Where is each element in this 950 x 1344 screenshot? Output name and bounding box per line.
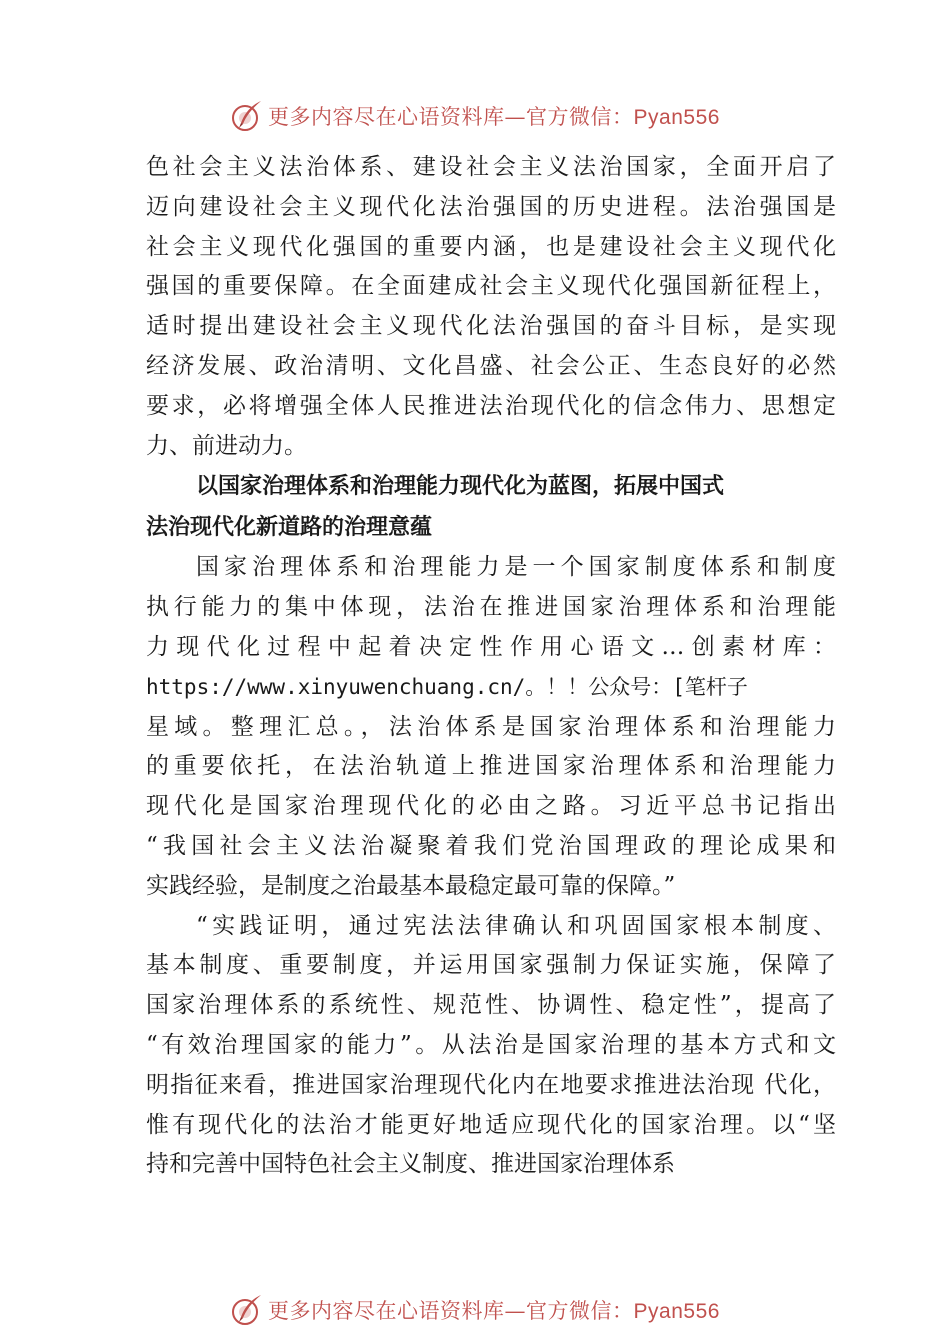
paragraph-line: 现代化是国家治理现代化的必由之路。习近平总书记指出 — [146, 793, 836, 820]
paragraph-line: 的重要依托，在法治轨道上推进国家治理体系和治理能力 — [146, 753, 836, 780]
header-banner — [0, 96, 950, 136]
paragraph-line: “实践证明，通过宪法法律确认和巩固国家根本制度、 — [196, 912, 836, 939]
paragraph-line: 实践经验，是制度之治最基本最稳定最可靠的保障。” — [146, 872, 676, 899]
paragraph-line: 国家治理体系的系统性、规范性、协调性、稳定性”，提高了 — [146, 992, 836, 1019]
paragraph-line: 力、前进动力。 — [146, 432, 307, 459]
paragraph-line: https://www.xinyuwenchuang.cn/。！！公众号：[笔杆子 — [146, 674, 748, 699]
paragraph-line: 持和完善中国特色社会主义制度、推进国家治理体系 — [146, 1151, 675, 1178]
footer-banner — [0, 1290, 950, 1330]
paragraph-line: 惟有现代化的法治才能更好地适应现代化的国家治理。以“坚 — [146, 1111, 836, 1138]
wechat-id: Pyan556 — [633, 106, 720, 129]
paragraph-line: 明指征来看，推进国家治理现代化内在地要求推进法治现 代化， — [146, 1071, 836, 1098]
paragraph-line: 适时提出建设社会主义现代化法治强国的奋斗目标，是实现 — [146, 313, 836, 340]
paragraph-line: 执行能力的集中体现，法治在推进国家治理体系和治理能 — [146, 594, 836, 621]
section-heading-line: 以国家治理体系和治理能力现代化为蓝图，拓展中国式 — [196, 474, 725, 500]
header-text — [268, 101, 720, 131]
wechat-id: Pyan556 — [633, 1300, 720, 1323]
paragraph-line: 星域。整理汇总。，法治体系是国家治理体系和治理能力 — [146, 713, 836, 740]
document-body — [146, 148, 836, 1185]
paragraph-line: 社会主义现代化强国的重要内涵，也是建设社会主义现代化 — [146, 233, 836, 260]
paragraph-line: “有效治理国家的能力”。从法治是国家治理的基本方式和文 — [146, 1031, 836, 1058]
paragraph-line: 要求，必将增强全体人民推进法治现代化的信念伟力、思想定 — [146, 392, 836, 419]
wechat-label: 官方微信： — [526, 105, 634, 129]
paragraph-line: 国家治理体系和治理能力是一个国家制度体系和制度 — [196, 554, 836, 581]
quill-logo-icon — [230, 99, 264, 133]
paragraph-line: 强国的重要保障。在全面建成社会主义现代化强国新征程上， — [146, 273, 836, 300]
brand-name: 更多内容尽在心语资料库 — [268, 1299, 505, 1323]
brand-name: 更多内容尽在心语资料库 — [268, 105, 505, 129]
paragraph-line: 力现代化过程中起着决定性作用心语文…创素材库： — [146, 633, 836, 660]
brand-dash: — — [504, 105, 527, 129]
wechat-label: 官方微信： — [526, 1299, 634, 1323]
quill-logo-icon — [230, 1293, 264, 1327]
paragraph-line: 基本制度、重要制度，并运用国家强制力保证实施，保障了 — [146, 952, 836, 979]
paragraph-line: 色社会主义法治体系、建设社会主义法治国家，全面开启了 — [146, 154, 836, 180]
footer-text — [268, 1295, 720, 1325]
brand-dash: — — [504, 1299, 527, 1323]
paragraph-line: 经济发展、政治清明、文化昌盛、社会公正、生态良好的必然 — [146, 352, 836, 379]
section-heading-line: 法治现代化新道路的治理意蕴 — [146, 515, 433, 541]
paragraph-line: 迈向建设社会主义现代化法治强国的历史进程。法治强国是 — [146, 193, 836, 220]
paragraph-line: “我国社会主义法治凝聚着我们党治国理政的理论成果和 — [146, 832, 836, 859]
